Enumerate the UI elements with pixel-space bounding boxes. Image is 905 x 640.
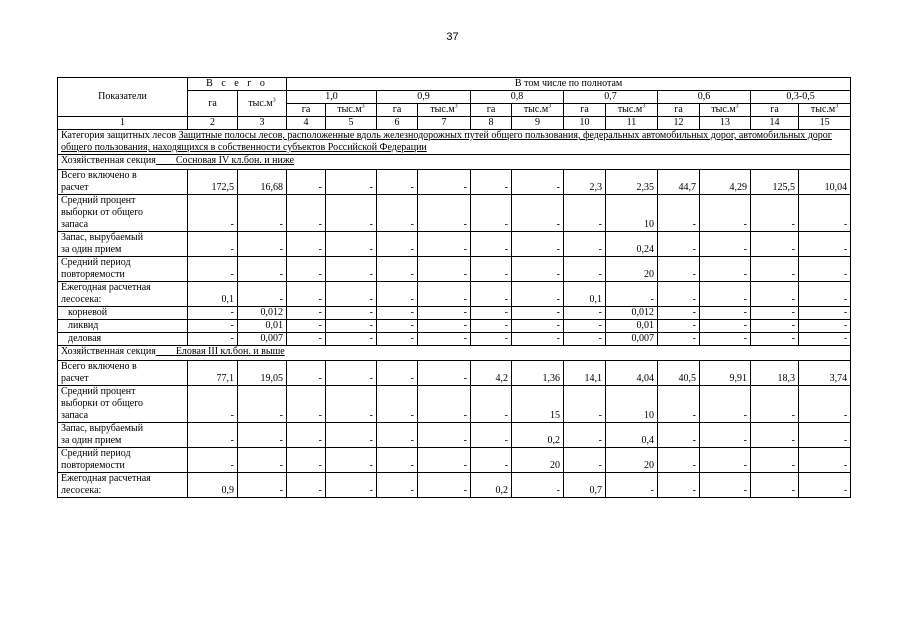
table-cell: -: [418, 448, 471, 473]
table-cell: -: [377, 423, 418, 448]
header-total-ha: га: [188, 91, 238, 117]
row-label: Средний процент выборки от общего запаса: [58, 195, 188, 232]
table-cell: -: [188, 307, 238, 320]
table-cell: -: [751, 423, 799, 448]
table-cell: -: [751, 333, 799, 346]
table-cell: 4,29: [700, 170, 751, 195]
table-cell: -: [418, 282, 471, 307]
table-cell: -: [700, 232, 751, 257]
table-cell: -: [287, 320, 326, 333]
table-cell: -: [418, 333, 471, 346]
table-cell: 0,9: [188, 473, 238, 498]
table-cell: -: [377, 195, 418, 232]
table-cell: -: [287, 282, 326, 307]
table-cell: -: [471, 320, 512, 333]
table-cell: -: [658, 473, 700, 498]
table-cell: 10: [606, 195, 658, 232]
row-label: Средний период повторяемости: [58, 257, 188, 282]
table-cell: -: [751, 307, 799, 320]
page-number: 37: [446, 31, 459, 43]
table-cell: -: [326, 170, 377, 195]
table-cell: 2,35: [606, 170, 658, 195]
header-by-density: В том числе по полнотам: [287, 78, 851, 91]
table-cell: -: [751, 232, 799, 257]
table-cell: 4,04: [606, 361, 658, 386]
table-cell: -: [799, 386, 851, 423]
column-number: 1: [58, 117, 188, 130]
table-cell: 0,7: [564, 473, 606, 498]
unit-volume: $тыс.м^3$: [418, 104, 471, 117]
table-cell: 0,24: [606, 232, 658, 257]
row-label: Запас, вырубаемый за один прием: [58, 232, 188, 257]
table-row: [58, 448, 851, 473]
table-cell: -: [418, 386, 471, 423]
unit-ha: га: [471, 104, 512, 117]
table-cell: -: [326, 473, 377, 498]
table-cell: -: [658, 448, 700, 473]
table-cell: -: [377, 448, 418, 473]
table-cell: -: [326, 307, 377, 320]
table-cell: -: [326, 282, 377, 307]
table-row: [58, 333, 851, 346]
row-label: корневой: [58, 307, 188, 320]
table-cell: -: [799, 232, 851, 257]
table-row: [58, 257, 851, 282]
table-cell: -: [512, 282, 564, 307]
section-row: [58, 155, 851, 170]
table-cell: -: [377, 320, 418, 333]
table-row: [58, 282, 851, 307]
table-row: [58, 386, 851, 423]
table-cell: 0,1: [564, 282, 606, 307]
table-cell: -: [238, 473, 287, 498]
table-cell: -: [287, 473, 326, 498]
table-cell: -: [326, 361, 377, 386]
table-cell: -: [799, 333, 851, 346]
table-cell: -: [418, 195, 471, 232]
table-cell: -: [238, 195, 287, 232]
table-cell: -: [564, 257, 606, 282]
table-cell: -: [326, 448, 377, 473]
unit-ha: га: [658, 104, 700, 117]
table-row: [58, 361, 851, 386]
table-cell: -: [512, 307, 564, 320]
table-cell: -: [287, 386, 326, 423]
table-cell: -: [377, 257, 418, 282]
table-row: [58, 473, 851, 498]
table-cell: -: [471, 257, 512, 282]
table-cell: -: [658, 232, 700, 257]
table-cell: -: [512, 333, 564, 346]
table-cell: -: [564, 448, 606, 473]
table-cell: -: [658, 423, 700, 448]
column-number: 10: [564, 117, 606, 130]
unit-ha: га: [564, 104, 606, 117]
header-density-3: 0,8: [471, 91, 564, 104]
table-cell: -: [188, 423, 238, 448]
table-cell: 4,2: [471, 361, 512, 386]
table-cell: -: [287, 448, 326, 473]
table-cell: -: [471, 333, 512, 346]
table-cell: -: [751, 320, 799, 333]
table-cell: -: [188, 257, 238, 282]
table-cell: 0,1: [188, 282, 238, 307]
table-cell: -: [700, 195, 751, 232]
table-cell: -: [512, 320, 564, 333]
table-cell: -: [799, 195, 851, 232]
column-number: 14: [751, 117, 799, 130]
table-cell: 0,4: [606, 423, 658, 448]
table-cell: -: [799, 320, 851, 333]
table-cell: -: [471, 307, 512, 320]
row-label: Всего включено в расчет: [58, 361, 188, 386]
column-number: 12: [658, 117, 700, 130]
table-cell: 16,68: [238, 170, 287, 195]
table-cell: -: [238, 448, 287, 473]
table-cell: -: [418, 307, 471, 320]
table-cell: -: [188, 386, 238, 423]
table-cell: 19,05: [238, 361, 287, 386]
table-cell: -: [377, 307, 418, 320]
table-cell: -: [564, 333, 606, 346]
row-label: Запас, вырубаемый за один прием: [58, 423, 188, 448]
table-cell: -: [606, 282, 658, 307]
header-total: В с е г о: [188, 78, 287, 91]
unit-volume: $тыс.м^3$: [512, 104, 564, 117]
table-cell: -: [418, 232, 471, 257]
section-label: Хозяйственная секция Еловая III кл.бон. и выше: [58, 346, 851, 361]
table-cell: -: [326, 257, 377, 282]
table-cell: -: [658, 386, 700, 423]
table-cell: -: [512, 232, 564, 257]
table-cell: -: [799, 423, 851, 448]
table-cell: -: [287, 195, 326, 232]
table-cell: -: [326, 195, 377, 232]
table-cell: -: [799, 473, 851, 498]
table-cell: 0,012: [238, 307, 287, 320]
section-row: [58, 346, 851, 361]
table-row: [58, 320, 851, 333]
table-cell: -: [564, 195, 606, 232]
table-cell: 0,007: [238, 333, 287, 346]
table-cell: -: [377, 386, 418, 423]
header-numbers-row: [58, 117, 851, 130]
table-cell: -: [799, 282, 851, 307]
column-number: 2: [188, 117, 238, 130]
header-density-1: 1,0: [287, 91, 377, 104]
table-cell: 40,5: [658, 361, 700, 386]
table-cell: -: [799, 448, 851, 473]
table-cell: -: [471, 448, 512, 473]
table-cell: -: [188, 448, 238, 473]
table-cell: -: [471, 170, 512, 195]
table-cell: -: [238, 257, 287, 282]
table-cell: -: [418, 423, 471, 448]
table-cell: -: [700, 257, 751, 282]
row-label: Средний период повторяемости: [58, 448, 188, 473]
table-cell: -: [377, 170, 418, 195]
section-label: Хозяйственная секция Сосновая IV кл.бон. и ниже: [58, 155, 851, 170]
column-number: 6: [377, 117, 418, 130]
table-cell: -: [606, 473, 658, 498]
table-cell: -: [287, 257, 326, 282]
table-cell: -: [564, 307, 606, 320]
table-cell: -: [700, 473, 751, 498]
table-cell: -: [751, 257, 799, 282]
unit-ha: га: [751, 104, 799, 117]
table-cell: -: [751, 282, 799, 307]
table-cell: -: [700, 423, 751, 448]
table-cell: -: [418, 257, 471, 282]
table-cell: 0,007: [606, 333, 658, 346]
table-cell: -: [799, 257, 851, 282]
table-cell: -: [418, 361, 471, 386]
table-cell: -: [418, 473, 471, 498]
table-cell: -: [418, 170, 471, 195]
table-cell: 77,1: [188, 361, 238, 386]
header-density-4: 0,7: [564, 91, 658, 104]
column-number: 13: [700, 117, 751, 130]
table-cell: -: [238, 282, 287, 307]
table-cell: -: [564, 423, 606, 448]
table-cell: -: [799, 307, 851, 320]
forest-table: [57, 77, 851, 498]
table-cell: -: [188, 232, 238, 257]
row-label: ликвид: [58, 320, 188, 333]
table-cell: -: [287, 170, 326, 195]
unit-volume: $тыс.м^3$: [799, 104, 851, 117]
row-label: Ежегодная расчетная лесосека:: [58, 282, 188, 307]
table-cell: -: [287, 232, 326, 257]
table-cell: 9,91: [700, 361, 751, 386]
table-cell: -: [188, 320, 238, 333]
column-number: 9: [512, 117, 564, 130]
table-cell: -: [326, 232, 377, 257]
table-cell: -: [564, 320, 606, 333]
unit-volume: $тыс.м^3$: [700, 104, 751, 117]
table-cell: -: [326, 386, 377, 423]
table-cell: -: [471, 282, 512, 307]
table-cell: 172,5: [188, 170, 238, 195]
table-cell: -: [418, 320, 471, 333]
table-cell: -: [287, 423, 326, 448]
table-cell: 10,04: [799, 170, 851, 195]
table-cell: -: [326, 333, 377, 346]
header-density-6: 0,3-0,5: [751, 91, 851, 104]
header-density-5: 0,6: [658, 91, 751, 104]
table-cell: -: [700, 386, 751, 423]
table-cell: 15: [512, 386, 564, 423]
unit-ha: га: [377, 104, 418, 117]
table-cell: -: [700, 320, 751, 333]
table-cell: -: [658, 195, 700, 232]
unit-volume: $тыс.м^3$: [606, 104, 658, 117]
table-cell: -: [377, 333, 418, 346]
table-cell: -: [658, 307, 700, 320]
table-cell: -: [471, 423, 512, 448]
table-cell: -: [188, 333, 238, 346]
table-cell: 0,01: [606, 320, 658, 333]
table-cell: -: [564, 386, 606, 423]
table-cell: -: [512, 170, 564, 195]
row-label: деловая: [58, 333, 188, 346]
table-cell: -: [700, 307, 751, 320]
table-cell: -: [751, 473, 799, 498]
row-label: Ежегодная расчетная лесосека:: [58, 473, 188, 498]
table-cell: -: [238, 423, 287, 448]
column-number: 5: [326, 117, 377, 130]
table-cell: -: [326, 320, 377, 333]
header-row-1: [58, 78, 851, 91]
table-row: [58, 232, 851, 257]
table-cell: -: [287, 307, 326, 320]
table-cell: -: [287, 361, 326, 386]
table-cell: -: [564, 232, 606, 257]
table-cell: -: [658, 320, 700, 333]
table-row: [58, 195, 851, 232]
table-cell: -: [700, 448, 751, 473]
table-cell: -: [658, 333, 700, 346]
table-cell: 14,1: [564, 361, 606, 386]
table-cell: -: [238, 386, 287, 423]
table-cell: 0,012: [606, 307, 658, 320]
table-cell: -: [238, 232, 287, 257]
table-cell: 20: [606, 448, 658, 473]
table-cell: -: [751, 386, 799, 423]
column-number: 7: [418, 117, 471, 130]
table-cell: 10: [606, 386, 658, 423]
column-number: 8: [471, 117, 512, 130]
table-cell: -: [287, 333, 326, 346]
table-cell: -: [658, 282, 700, 307]
table-cell: -: [512, 473, 564, 498]
table-cell: 0,2: [471, 473, 512, 498]
table-cell: -: [700, 333, 751, 346]
table-row: [58, 170, 851, 195]
table-cell: 3,74: [799, 361, 851, 386]
header-total-volume: $тыс.м^3$: [238, 91, 287, 117]
table-cell: -: [700, 282, 751, 307]
header-indicators: Показатели: [58, 78, 188, 117]
table-cell: 18,3: [751, 361, 799, 386]
row-label: Средний процент выборки от общего запаса: [58, 386, 188, 423]
table-cell: -: [377, 232, 418, 257]
column-number: 11: [606, 117, 658, 130]
table-cell: 0,01: [238, 320, 287, 333]
table-cell: -: [188, 195, 238, 232]
table-cell: -: [377, 473, 418, 498]
table-cell: 2,3: [564, 170, 606, 195]
table-cell: 125,5: [751, 170, 799, 195]
table-cell: -: [471, 386, 512, 423]
table-cell: -: [751, 195, 799, 232]
table-row: [58, 423, 851, 448]
table-cell: -: [512, 257, 564, 282]
row-label: Всего включено в расчет: [58, 170, 188, 195]
column-number: 3: [238, 117, 287, 130]
table-cell: -: [471, 232, 512, 257]
category-cell: Категория защитных лесов Защитные полосы лесов, расположенные вдоль железнодорожных путей общего пользования, федеральных автомобильных дорог, автомобильных дорог общего пользования, находящихся в собственности субъектов Российской Федерации: [58, 130, 851, 155]
table-cell: -: [471, 195, 512, 232]
table-cell: 20: [512, 448, 564, 473]
table-cell: -: [377, 361, 418, 386]
table-cell: -: [658, 257, 700, 282]
table-cell: 20: [606, 257, 658, 282]
table-cell: 0,2: [512, 423, 564, 448]
unit-volume: $тыс.м^3$: [326, 104, 377, 117]
table-cell: -: [377, 282, 418, 307]
table-row: [58, 307, 851, 320]
column-number: 4: [287, 117, 326, 130]
unit-ha: га: [287, 104, 326, 117]
column-number: 15: [799, 117, 851, 130]
table-cell: -: [751, 448, 799, 473]
category-row: [58, 130, 851, 155]
header-density-2: 0,9: [377, 91, 471, 104]
table-cell: -: [512, 195, 564, 232]
table-cell: -: [326, 423, 377, 448]
table-cell: 1,36: [512, 361, 564, 386]
table-cell: 44,7: [658, 170, 700, 195]
